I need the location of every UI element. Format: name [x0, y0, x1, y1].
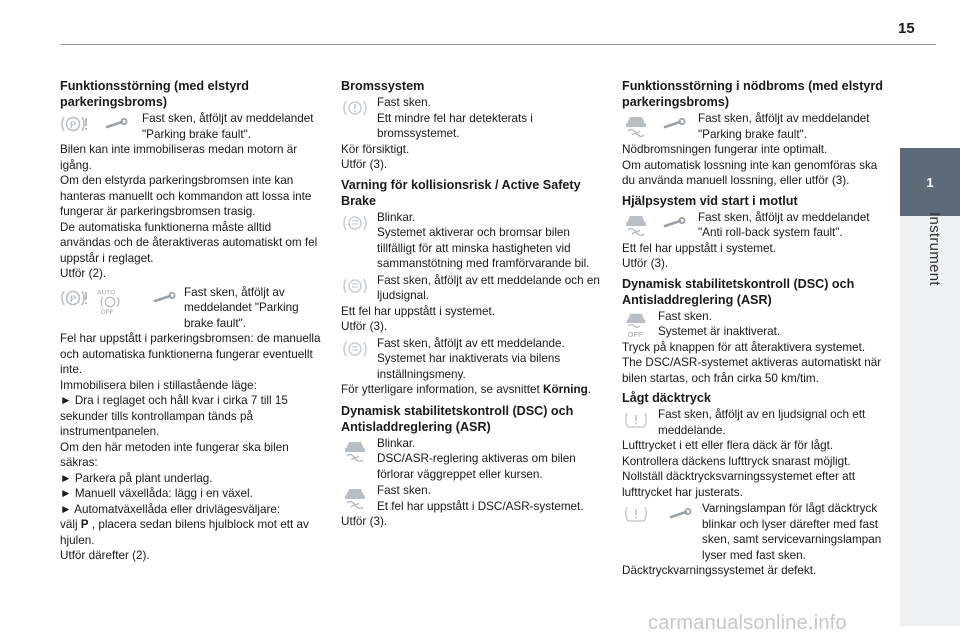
paragraph: Utför (3). — [341, 515, 388, 528]
paragraph: Utför (3). — [341, 320, 388, 333]
paragraph: Om automatisk lossning inte kan genomföras ska du använda manuell lossning, eller utför (3). — [622, 158, 878, 187]
heading-emergency-brake-fault: Funktionsstörning i nödbroms (med elstyrd parkeringsbroms) — [622, 79, 883, 109]
paragraph: Kör försiktigt. — [341, 142, 410, 156]
entry-text: Et fel har uppstått i DSC/ASR-systemet. — [377, 499, 584, 513]
tyre-pressure-icon — [622, 503, 650, 525]
paragraph: Kontrollera däckens lufttryck snarast möjligt. — [622, 454, 851, 468]
brake-warning-icon — [341, 97, 369, 119]
paragraph: Ett fel har uppstått i systemet. — [622, 241, 776, 255]
wrench-icon — [102, 113, 130, 135]
entry-collision-fault — [341, 273, 605, 304]
column-2 — [341, 76, 605, 530]
paragraph: Fel har uppstått i parkeringsbromsen: de manuella och automatiska funktionerna fungerar eventuellt inte. — [60, 332, 321, 376]
svg-text:OFF: OFF — [627, 329, 643, 339]
heading-dsc-asr: Dynamisk stabilitetskontroll (DSC) och Antisladdreglering (ASR) — [341, 403, 574, 434]
bullet: ► Dra i reglaget och håll kvar i cirka 7 till 15 sekunder tills kontrollampan tänds på instrumentpanelen. — [60, 394, 288, 438]
paragraph: Ett fel har uppstått i systemet. — [341, 304, 495, 318]
watermark: carmanualsonline.info — [648, 612, 847, 634]
entry-text: Blinkar. — [377, 436, 416, 450]
chapter-tab[interactable]: 1 — [900, 148, 960, 216]
skidding-car-icon — [622, 212, 650, 236]
paragraph: Bilen kan inte immobiliseras medan motorn är igång. — [60, 143, 298, 172]
entry-dsc-off — [622, 309, 888, 340]
collision-warning-icon — [341, 275, 369, 297]
entry-collision-blinking — [341, 210, 605, 272]
collision-warning-icon — [341, 212, 369, 234]
paragraph: The DSC/ASR-systemet aktiveras automatiskt när bilen startas, och från cirka 50 km/tim. — [622, 356, 882, 385]
heading-parking-brake-fault: Funktionsstörning (med elstyrd parkeringsbroms) — [60, 79, 249, 109]
parking-brake-warning-icon — [60, 287, 88, 309]
skidding-car-icon — [622, 113, 650, 137]
paragraph: Om den elstyrda parkeringsbromsen inte kan hanteras manuellt och kommandon att lossa inte fungerar är parkeringsbromsen trasig. — [60, 174, 312, 218]
svg-text:P: P — [70, 120, 77, 130]
bullet: ► Automatväxellåda eller drivlägesväljare: — [60, 502, 281, 516]
paragraph: De automatiska funktionerna måste alltid användas och de återaktiveras automatiskt om fel uppstår i reglaget. — [60, 220, 318, 265]
entry-auto-off-parking-brake — [60, 285, 324, 332]
entry-text: Fast sken, åtföljt av ett meddelande. — [377, 336, 565, 350]
entry-text: Fast sken, åtföljt av meddelandet "Parking brake fault". — [184, 285, 299, 330]
svg-text:AUTO: AUTO — [96, 288, 116, 296]
entry-text: Systemet aktiverar och bromsar bilen tillfälligt för att minska hastigheten vid sammanstötning med framförvarande bil. — [377, 226, 590, 270]
wrench-icon — [660, 113, 688, 135]
paragraph: Om den här metoden inte fungerar ska bilen säkras: — [60, 440, 289, 469]
entry-text: Fast sken. — [377, 484, 431, 497]
header-rule — [60, 44, 936, 45]
paragraph: Lufttrycket i ett eller flera däck är för lågt. — [622, 439, 834, 452]
entry-text: Blinkar. — [377, 210, 416, 224]
paragraph: Utför därefter (2). — [60, 549, 150, 562]
paragraph: Däcktryckvarningssystemet är defekt. — [622, 564, 817, 577]
entry-text: Fast sken, åtföljt av ett meddelande och en ljudsignal. — [377, 273, 600, 302]
entry-collision-deactivated — [341, 336, 605, 383]
heading-hill-start-assist: Hjälpsystem vid start i motlut — [622, 193, 798, 208]
entry-parking-brake-warning — [60, 111, 324, 142]
entry-text: Systemet har inaktiverats via bilens inställningsmeny. — [377, 352, 561, 381]
paragraph: Utför (2). — [60, 267, 107, 280]
entry-text: Systemet är inaktiverat. — [658, 325, 781, 338]
entry-text: Fast sken, åtföljt av meddelandet "Parking brake fault". — [142, 112, 314, 141]
heading-braking-system: Bromssystem — [341, 79, 425, 93]
entry-text: DSC/ASR-reglering aktiveras om bilen förlorar väggreppet eller kursen. — [377, 452, 576, 481]
skidding-car-icon — [341, 485, 369, 509]
tyre-pressure-icon — [622, 409, 650, 431]
entry-dsc-blinking — [341, 436, 605, 483]
paragraph: Nödbromsningen fungerar inte optimalt. — [622, 143, 828, 156]
heading-dsc-asr: Dynamisk stabilitetskontroll (DSC) och Antisladdreglering (ASR) — [622, 276, 855, 307]
entry-text: Fast sken. — [658, 309, 712, 323]
parking-brake-warning-icon — [60, 113, 88, 135]
wrench-icon — [660, 212, 688, 234]
svg-text:OFF: OFF — [100, 308, 114, 315]
entry-brake-minor-fault — [341, 95, 605, 142]
entry-text: Fast sken, åtföljt av meddelandet "Anti roll-back system fault". — [698, 210, 870, 239]
paragraph: välj P , placera sedan bilens hjulblock mot ett av hjulen. — [60, 518, 309, 547]
heading-collision-risk: Varning för kollisionsrisk / Active Safety Brake — [341, 177, 581, 208]
entry-text: Fast sken, åtföljt av en ljudsignal och ett meddelande. — [658, 408, 866, 437]
entry-hill-start — [622, 210, 888, 241]
entry-text: Varningslampan för lågt däcktryck blinkar och lyser därefter med fast sken, samt servicevarningslampan lyser med fast sken. — [702, 502, 882, 562]
paragraph: Nollställ däcktrycksvarningssystemet efter att lufttrycket har justerats. — [622, 470, 856, 499]
wrench-icon — [666, 503, 694, 525]
column-1 — [60, 76, 324, 564]
svg-text:P: P — [70, 293, 77, 304]
bullet: ► Manuell växellåda: lägg i en växel. — [60, 487, 253, 500]
auto-off-icon — [94, 287, 126, 315]
paragraph: Utför (3). — [341, 158, 388, 171]
chapter-title: Instrument — [926, 212, 943, 286]
entry-emergency-brake — [622, 111, 888, 142]
paragraph: Utför (3). — [622, 257, 669, 270]
entry-low-tyre-pressure — [622, 407, 888, 438]
entry-dsc-fault — [341, 483, 605, 514]
page-number: 15 — [898, 20, 915, 37]
heading-low-tyre-pressure: Lågt däcktryck — [622, 391, 711, 405]
entry-tyre-pressure-defect — [622, 501, 888, 563]
skidding-car-icon — [341, 438, 369, 462]
entry-text: Ett mindre fel har detekterats i bromssystemet. — [377, 111, 533, 140]
collision-warning-icon — [341, 338, 369, 360]
entry-text: Fast sken, åtföljt av meddelandet "Parking brake fault". — [698, 112, 870, 141]
paragraph: För ytterligare information, se avsnittet Körning. — [341, 383, 592, 396]
entry-text: Fast sken. — [377, 96, 431, 109]
paragraph: Immobilisera bilen i stillastående läge: — [60, 378, 257, 392]
column-3 — [622, 76, 888, 579]
paragraph: Tryck på knappen för att återaktivera systemet. — [622, 340, 866, 354]
dsc-off-icon — [622, 311, 650, 339]
wrench-icon — [150, 287, 178, 309]
bullet: ► Parkera på plant underlag. — [60, 471, 213, 485]
